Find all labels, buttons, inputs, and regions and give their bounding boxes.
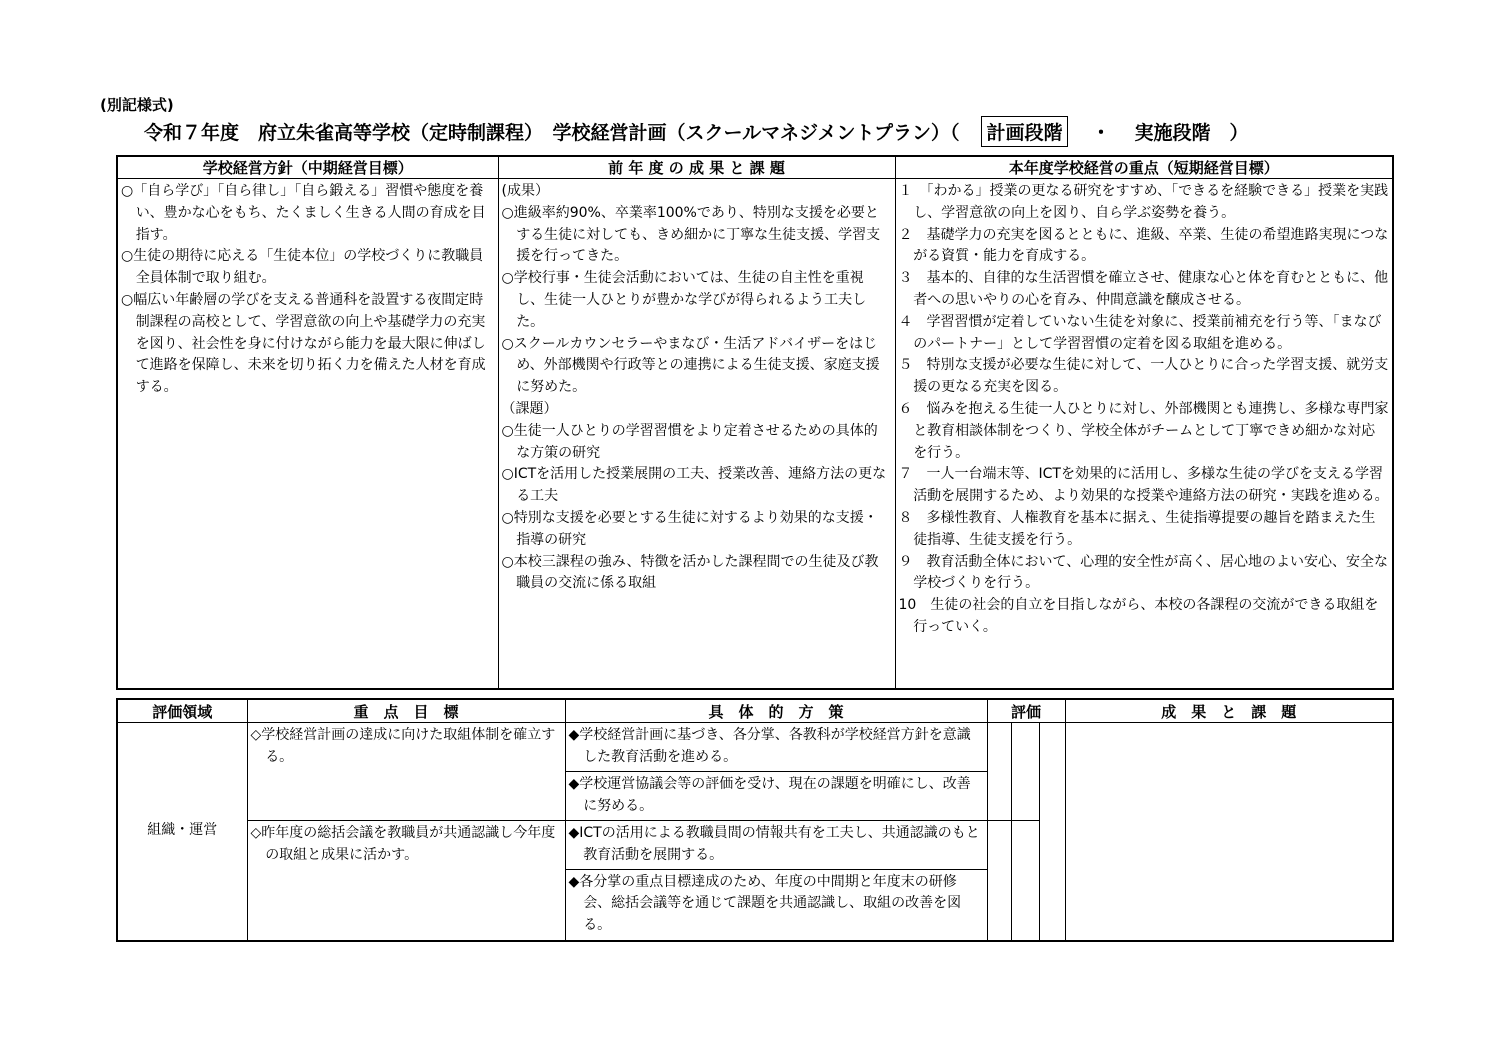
- issue-item: ○特別な支援を必要とする生徒に対するより効果的な支援・指導の研究: [501, 509, 878, 548]
- issues-label: （課題）: [501, 400, 558, 417]
- mid-term-policy-cell: [117, 179, 498, 690]
- goal-item: ３ 基本的、自律的な生活習慣を確立させ、健康な心と体を育むとともに、他者への思いやりの心を育み、仲間意識を醸成させる。: [898, 270, 1389, 308]
- eval-box[interactable]: [987, 821, 1011, 941]
- policy-item: ○幅広い年齢層の学びを支える普通科を設置する夜間定時制課程の高校として、学習意欲の向上や基礎学力の充実を図り、社会性を身に付けながら能力を最大限に伸ばして進路を保障し、未来を切り拓く力を備えた人材を育成する。: [121, 291, 486, 396]
- measure-cell: [565, 772, 987, 821]
- issue-item: ○本校三課程の強み、特徴を活かした課程間での生徒及び教職員の交流に係る取組: [501, 553, 879, 592]
- header-measures: 具 体 的 方 策: [565, 699, 987, 723]
- result-item: ○学校行事・生徒会活動においては、生徒の自主性を重視し、生徒一人ひとりが豊かな学びが得られるよう工夫した。: [501, 270, 867, 330]
- management-policy-table: [116, 155, 1394, 690]
- eval-box[interactable]: [987, 723, 1011, 821]
- goal-item: ４ 学習習慣が定着していない生徒を対象に、授業前補充を行う等、「まなびのパートナー」として学習習慣の定着を図る取組を進める。: [898, 313, 1382, 352]
- key-goal-cell: [247, 821, 565, 941]
- header-results-issues: 成 果 と 課 題: [1065, 699, 1393, 723]
- measure-cell: [565, 821, 987, 870]
- measure-text: ◆学校経営計画に基づき、各分掌、各教科が学校経営方針を意識した教育活動を進める。: [568, 727, 971, 765]
- goal-item: ２ 基礎学力の充実を図るとともに、進級、卒業、生徒の希望進路実現につながる資質・能力を育成する。: [898, 226, 1389, 265]
- goal-item: ５ 特別な支援が必要な生徒に対して、一人ひとりに合った学習支援、就労支援の更なる充実を図る。: [898, 357, 1389, 396]
- key-goal-text: ◇学校経営計画の達成に向けた取組体制を確立する。: [250, 727, 556, 765]
- issue-item: ○生徒一人ひとりの学習習慣をより定着させるための具体的な方策の研究: [501, 422, 878, 461]
- measure-text: ◆学校運営協議会等の評価を受け、現在の課題を明確にし、改善に努める。: [568, 776, 971, 814]
- policy-item: ○「自ら学び」「自ら律し」「自ら鍛える」習慣や態度を養い、豊かな心をもち、たくましく生きる人間の育成を目指す。: [121, 183, 486, 243]
- evaluation-table: [116, 698, 1394, 942]
- stage-plan-selected: 計画段階: [981, 116, 1067, 147]
- policy-item: ○生徒の期待に応える「生徒本位」の学校づくりに教職員全員体制で取り組む。: [121, 248, 484, 287]
- eval-box[interactable]: [1011, 821, 1039, 941]
- header-short-term: 本年度学校経営の重点（短期経営目標）: [895, 156, 1393, 179]
- key-goal-text: ◇昨年度の総括会議を教職員が共通認識し今年度の取組と成果に活かす。: [250, 825, 556, 863]
- goal-item: １ 「わかる」授業の更なる研究をすすめ、「できるを経験できる」授業を実践し、学習意欲の向上を図り、自ら学ぶ姿勢を養う。: [898, 183, 1389, 221]
- goal-item: ８ 多様性教育、人権教育を基本に据え、生徒指導提要の趣旨を踏まえた生徒指導、生徒支援を行う。: [898, 509, 1376, 548]
- results-issues-cell[interactable]: [1065, 723, 1393, 941]
- measure-text: ◆各分掌の重点目標達成のため、年度の中間期と年度末の研修会、総括会議等を通じて課題を共通認識し、取組の改善を図る。: [568, 873, 962, 934]
- form-note: (別記様式): [100, 96, 174, 114]
- goal-item: ７ 一人一台端末等、ICTを効果的に活用し、多様な生徒の学びを支える学習活動を展開するため、より効果的な授業や連絡方法の研究・実践を進める。: [898, 466, 1389, 505]
- goal-item: 10 生徒の社会的自立を目指しながら、本校の各課程の交流ができる取組を行っていく。: [898, 597, 1379, 635]
- prev-year-cell: [498, 179, 895, 690]
- key-goal-cell: [247, 723, 565, 821]
- measure-cell: [565, 869, 987, 941]
- title-main: 令和７年度 府立朱雀高等学校（定時制課程） 学校経営計画（スクールマネジメントプラン）（: [144, 122, 960, 144]
- header-key-goals: 重 点 目 標: [247, 699, 565, 723]
- page-title: [144, 116, 1384, 148]
- header-evaluation: 評価: [987, 699, 1065, 723]
- header-eval-area: 評価領域: [117, 699, 247, 723]
- short-term-goals-cell: [895, 179, 1393, 690]
- measure-text: ◆ICTの活用による教職員間の情報共有を工夫し、共通認識のもと教育活動を展開する。: [568, 825, 980, 863]
- results-label: (成果）: [501, 183, 549, 199]
- result-item: ○進級率約90%、卒業率100%であり、特別な支援を必要とする生徒に対しても、きめ細かに丁寧な生徒支援、学習支援を行ってきた。: [501, 204, 881, 265]
- title-dot: ・: [1091, 122, 1111, 144]
- header-prev-year: 前 年 度 の 成 果 と 課 題: [498, 156, 895, 179]
- measure-cell: [565, 723, 987, 772]
- eval-box[interactable]: [1011, 723, 1039, 821]
- eval-area-cell: 組織・運営: [117, 723, 247, 941]
- eval-box[interactable]: [1039, 723, 1065, 941]
- result-item: ○スクールカウンセラーやまなび・生活アドバイザーをはじめ、外部機関や行政等との連携による生徒支援、家庭支援に努めた。: [501, 335, 880, 396]
- goal-item: ９ 教育活動全体において、心理的安全性が高く、居心地のよい安心、安全な学校づくりを行う。: [898, 553, 1388, 592]
- goal-item: ６ 悩みを抱える生徒一人ひとりに対し、外部機関とも連携し、多様な専門家と教育相談体制をつくり、学校全体がチームとして丁寧できめ細かな対応を行う。: [898, 400, 1389, 461]
- stage-impl: 実施段階 ）: [1134, 122, 1249, 144]
- header-mid-term-policy: 学校経営方針（中期経営目標）: [117, 156, 498, 179]
- issue-item: ○ICTを活用した授業展開の工夫、授業改善、連絡方法の更なる工夫: [501, 466, 887, 505]
